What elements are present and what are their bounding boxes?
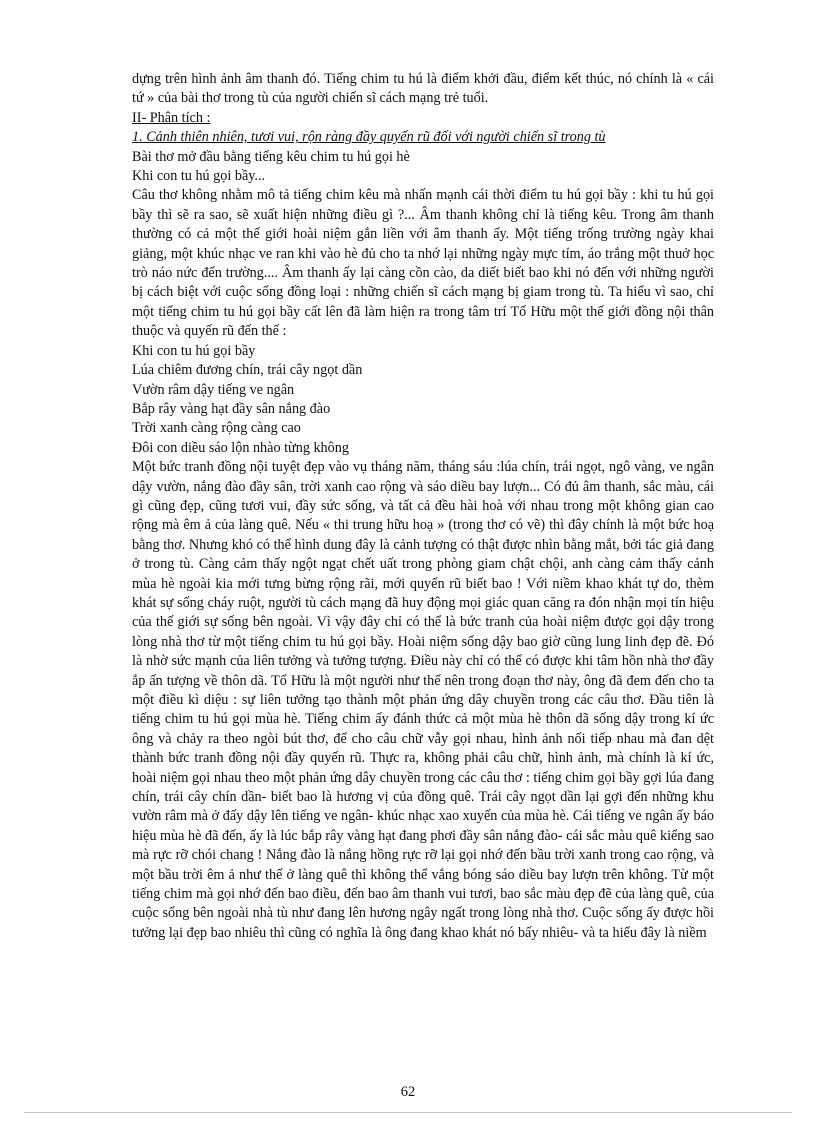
page-number: 62 [400,1084,416,1100]
poem-line: Đôi con diều sáo lộn nhào từng không [132,439,349,456]
page-body [132,70,714,943]
body-paragraph-1: Câu thơ không nhằm mô tả tiếng chim kêu mà nhấn mạnh cái thời điểm tu hú gọi bầy : khi tu hú gọi bầy thì sẽ ra sao, sẽ xuất hiện những điều gì ?... Âm thanh không chỉ là tiếng kêu. Trong âm thanh thường có cả một thế giới hoài niệm gắn liền với âm thanh ấy. Một tiếng trống trường ngày khai giảng, một khúc nhạc ve ran khi vào hè đủ cho ta nhớ lại những ngày mực tím, áo trắng một thuở học trò náo nức đến trường.... Âm thanh ấy lại càng cồn cào, da diết biết bao khi nó đến với những người bị cách biệt với cuộc sống đồng loại : những chiến sĩ cách mạng bị giam trong tù. Ta hiểu vì sao, chỉ một tiếng chim tu hú gọi bầy cất lên đã làm hiện ra trong tâm trí Tố Hữu một thế giới đồng nội thân thuộc và quyến rũ đến thế : [132,187,714,340]
poem-line: Vườn râm dậy tiếng ve ngân [132,381,295,398]
subsection-heading: 1. Cảnh thiên nhiên, tươi vui, rộn ràng đầy quyến rũ đối với người chiến sĩ trong tù [132,129,606,146]
section-heading: II- Phân tích : [132,109,211,126]
poem-line: Trời xanh càng rộng càng cao [132,420,301,437]
poem-line: Khi con tu hú gọi bầy [132,342,256,359]
quote-line: Khi con tu hú gọi bầy... [132,168,266,185]
intro-paragraph: dựng trên hình ảnh âm thanh đó. Tiếng chim tu hú là điểm khởi đầu, điểm kết thúc, nó chính là « cái tứ » của bài thơ trong tù của người chiến sĩ cách mạng trẻ tuổi. [132,71,714,107]
opening-line: Bài thơ mở đầu bằng tiếng kêu chim tu hú gọi hè [132,148,410,165]
body-paragraph-2: Một bức tranh đồng nội tuyệt đẹp vào vụ tháng năm, tháng sáu :lúa chín, trái ngọt, ngô vàng, ve ngân dậy vườn, nắng đào đầy sân, trời xanh cao rộng và sáo diều bay lượn... Có đủ âm thanh, sắc màu, cái gì cũng đẹp, cũng tươi vui, đầy sức sống, và tất cả đều hài hoà với nhau trong một không gian cao rộng mà êm ả của làng quê. Nếu « thi trung hữu hoạ » (trong thơ có vẽ) thì đây chính là một bức hoạ bằng thơ. Nhưng khó có thể hình dung đây là cảnh tượng có thật được nhìn bằng mắt, bởi tác giả đang ở trong tù. Càng cảm thấy ngột ngạt chết uất trong phòng giam chật chội, anh càng cảm thấy cảnh mùa hè ngoài kia mới tưng bừng rộng rãi, mới quyến rũ biết bao ! Với niềm khao khát tự do, thèm khát sự sống cháy ruột, người tù cách mạng đã huy động mọi giác quan căng ra đón nhận mọi tín hiệu của thế giới sự sống bên ngoài. Vì vậy đây chỉ có thể là bức tranh của hoài niệm được gọi dậy trong lòng nhà thơ từ một tiếng chim tu hú gọi bầy. Hoài niệm sống dậy bao giờ cũng lung linh đẹp đẽ. Đó là nhờ sức mạnh của liên tưởng và tưởng tượng. Điều này chỉ có thể có được khi tâm hồn nhà thơ đầy ắp ấn tượng về thôn dã. Tố Hữu là một người như thế nên trong đoạn thơ này, ông đã đem đến cho ta một điều kì diệu : sự liên tưởng tạo thành một phản ứng dây chuyền trong các câu thơ. Đầu tiên là tiếng chim tu hú gọi mùa hè. Tiếng chim ấy đánh thức cả một mùa hè thôn dã sống dậy trong kí ức ông và chảy ra theo ngòi bút thơ, để cho câu chữ vẫy gọi nhau, hình ảnh nối tiếp nhau mà đan dệt thành bức tranh đồng nội đầy quyến rũ. Thực ra, không phải câu chữ, hình ảnh, mà chính là kí ức, hoài niệm gọi nhau theo một phản ứng dây chuyền trong các câu thơ : tiếng chim gọi bầy gợi lúa đang chín, trái cây chín dần- biết bao là hương vị của đồng quê. Trái cây ngọt dần lại gợi đến những khu vườn râm mà ở đấy dậy lên tiếng ve ngân- khúc nhạc xao xuyến của mùa hè. Cái tiếng ve ngân ấy báo hiệu mùa hè đã đến, ấy là lúc bắp rây vàng hạt đang phơi đầy sân nắng đào- cái sắc màu quê kiểng sao mà rực rỡ chói chang ! Nắng đào là nắng hồng rực rỡ lại gọi nhớ đến bầu trời xanh trong cao rộng, và một bầu trời êm ả như thế ở làng quê thì không thể vắng bóng sáo diều bay lượn trên không. Từ một tiếng chim mà gọi nhớ đến bao điều, đến bao âm thanh vui tươi, bao sắc màu đẹp đẽ của làng quê, của cuộc sống bên ngoài nhà tù như đang lên hương ngây ngất trong lòng nhà thơ. Cuộc sống ấy được hồi tưởng lại đẹp bao nhiêu thì cũng có nghĩa là ông đang khao khát nó bấy nhiêu- và ta hiểu đây là niềm [132,459,714,941]
poem-stanza [132,342,714,458]
poem-line: Lúa chiêm đương chín, trái cây ngọt dần [132,362,363,379]
footer-divider [24,1112,792,1113]
poem-line: Bắp rây vàng hạt đầy sân nắng đào [132,400,331,417]
